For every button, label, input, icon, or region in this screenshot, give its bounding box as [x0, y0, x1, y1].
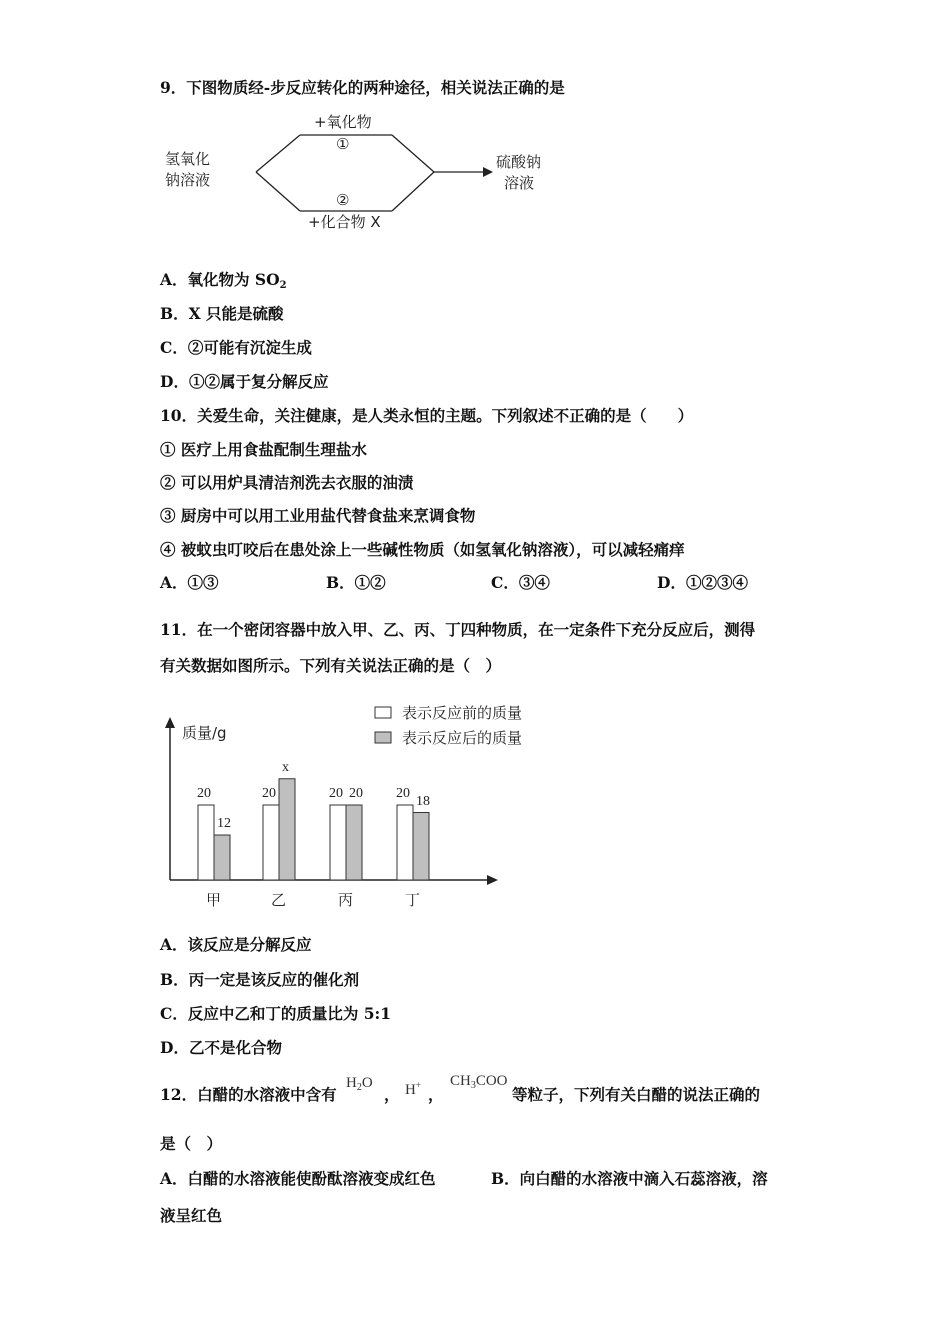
- q9-option-a-sub: 2: [279, 280, 287, 291]
- bar-label-before-3: 20: [329, 786, 343, 801]
- q12-sep1: ，: [384, 1085, 400, 1104]
- y-axis-arrow: [165, 717, 175, 728]
- q9-stem: 9．下图物质经-步反应转化的两种途径，相关说法正确的是: [160, 78, 565, 97]
- category-label-3: 丙: [338, 891, 354, 909]
- q12-stem-suffix: 等粒子，下列有关白醋的说法正确的: [512, 1085, 761, 1104]
- chart-ylabel: 质量/g: [182, 724, 227, 742]
- q11-bar-chart: [160, 695, 560, 920]
- q10-item-3: ③ 厨房中可以用工业用盐代替食盐来烹调食物: [160, 506, 476, 525]
- category-label-2: 乙: [271, 891, 287, 909]
- bar-label-after-4: 18: [416, 793, 430, 809]
- formula-acetate-coo: COO: [475, 1073, 508, 1089]
- bar-label-before-1: 20: [197, 786, 211, 801]
- formula-h2o: [346, 1075, 373, 1093]
- q9-diagram: [160, 108, 560, 238]
- bar-label-before-2: 20: [262, 786, 276, 801]
- bar-after-4: [413, 813, 429, 881]
- legend-swatch-before: [375, 707, 391, 718]
- formula-acetate-ch: CH: [450, 1073, 471, 1089]
- q10-option-d: D．①②③④: [657, 573, 748, 592]
- diagram-left-line2: 钠溶液: [165, 171, 211, 189]
- diagram-right-line2: 溶液: [504, 174, 535, 192]
- formula-acetate: [450, 1073, 508, 1091]
- q9-option-a-text: A．氧化物为 SO: [160, 270, 280, 289]
- category-label-1: 甲: [206, 891, 222, 909]
- q10-item-1: ① 医疗上用食盐配制生理盐水: [160, 440, 367, 459]
- bar-before-4: [397, 805, 413, 880]
- diagram-top-num: ①: [336, 135, 350, 153]
- bar-after-3: [346, 805, 362, 880]
- q10-option-a: A．①③: [160, 573, 219, 592]
- q10-stem: 10．关爱生命，关注健康，是人类永恒的主题。下列叙述不正确的是（ ）: [160, 406, 694, 425]
- diagram-bottom-label: +化合物 X: [308, 213, 381, 231]
- bar-label-after-1: 12: [217, 816, 231, 831]
- bar-before-3: [330, 805, 346, 880]
- q11-option-c: C．反应中乙和丁的质量比为 5:1: [160, 1004, 392, 1023]
- bar-after-1: [214, 835, 230, 880]
- formula-h-ion: [405, 1080, 421, 1099]
- q9-option-c: C．②可能有沉淀生成: [160, 338, 312, 357]
- q12-stem-prefix: 12．白醋的水溶液中含有: [160, 1085, 337, 1104]
- bar-label-after-3: 20: [349, 786, 363, 801]
- q11-option-a: A．该反应是分解反应: [160, 935, 312, 954]
- q12-option-a: A．白醋的水溶液能使酚酞溶液变成红色: [160, 1169, 436, 1188]
- q12-stem-line2: 是（ ）: [160, 1134, 223, 1153]
- formula-acetate-sub: 3: [470, 1080, 476, 1091]
- q10-option-b: B．①②: [326, 573, 386, 592]
- q11-stem-line2: 有关数据如图所示。下列有关说法正确的是（ ）: [160, 656, 502, 675]
- q9-option-a: [160, 270, 287, 296]
- legend-label-before: 表示反应前的质量: [402, 704, 523, 722]
- legend-label-after: 表示反应后的质量: [402, 729, 523, 747]
- bar-label-after-2: x: [282, 759, 289, 775]
- q12-option-b: B．向白醋的水溶液中滴入石蕊溶液，溶: [491, 1169, 768, 1188]
- bar-before-1: [198, 805, 214, 880]
- q12-sep2: ，: [428, 1085, 444, 1104]
- q11-option-b: B．丙一定是该反应的催化剂: [160, 970, 360, 989]
- q11-stem-line1: 11．在一个密闭容器中放入甲、乙、丙、丁四种物质，在一定条件下充分反应后，测得: [160, 620, 756, 639]
- q12-option-b-cont: 液呈红色: [160, 1206, 223, 1225]
- x-axis-arrow: [487, 875, 498, 885]
- diagram-top-label: +氧化物: [314, 113, 372, 131]
- category-label-4: 丁: [405, 891, 421, 909]
- formula-h-ion-sup: +: [415, 1080, 421, 1090]
- diagram-bottom-num: ②: [336, 191, 350, 209]
- bar-after-2: [279, 779, 295, 880]
- q12-stem-line1: [160, 1085, 337, 1105]
- q9-option-d: D．①②属于复分解反应: [160, 372, 329, 391]
- formula-h2o-h: H: [346, 1075, 357, 1091]
- bar-before-2: [263, 805, 279, 880]
- formula-h-ion-h: H: [405, 1082, 416, 1098]
- formula-h2o-sub: 2: [356, 1082, 362, 1093]
- q11-option-d: D．乙不是化合物: [160, 1038, 282, 1057]
- q10-item-4: ④ 被蚊虫叮咬后在患处涂上一些碱性物质（如氢氧化钠溶液），可以减轻痛痒: [160, 540, 685, 559]
- q9-option-b: B．X 只能是硫酸: [160, 304, 284, 323]
- diagram-left-line1: 氢氧化: [165, 150, 211, 168]
- legend-swatch-after: [375, 732, 391, 743]
- q10-option-c: C．③④: [491, 573, 550, 592]
- diagram-right-line1: 硫酸钠: [496, 153, 542, 171]
- formula-h2o-o: O: [361, 1075, 373, 1091]
- bar-label-before-4: 20: [396, 786, 410, 801]
- q10-item-2: ② 可以用炉具清洁剂洗去衣服的油渍: [160, 473, 414, 492]
